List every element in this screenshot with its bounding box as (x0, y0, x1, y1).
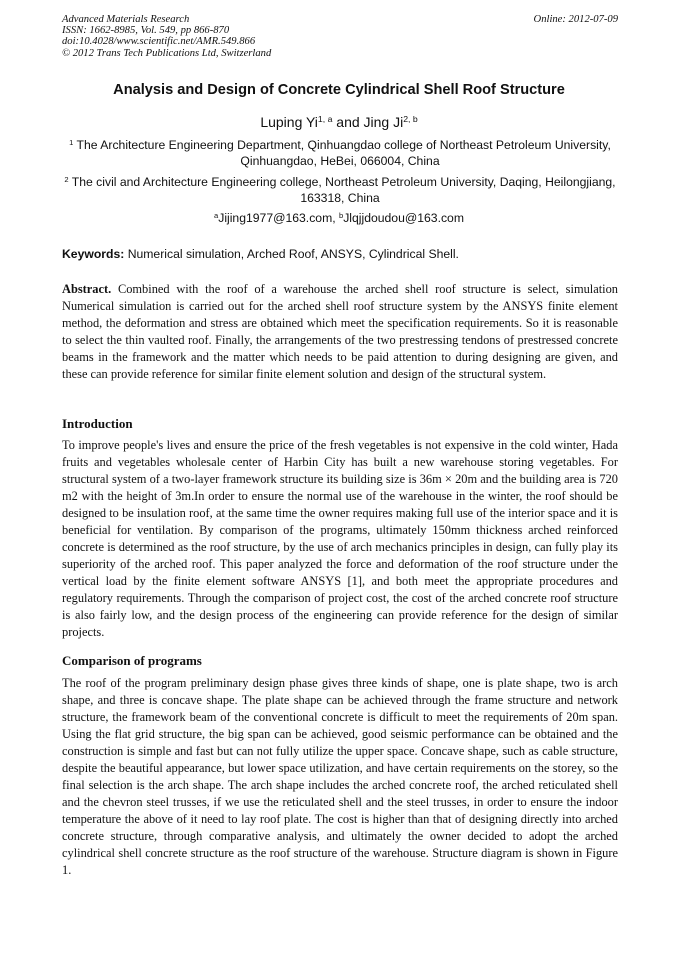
keywords-label: Keywords: (62, 247, 125, 261)
issn: ISSN: 1662-8985, Vol. 549, pp 866-870 (62, 25, 230, 37)
online-date: Online: 2012-07-09 (533, 14, 618, 25)
comparison-heading: Comparison of programs (62, 653, 202, 668)
abstract (62, 281, 618, 383)
author-1: Luping Yi (260, 114, 318, 130)
affiliation-2-num: 2 (64, 174, 69, 184)
comparison-text: The roof of the program preliminary design phase gives three kinds of shape, one is plate shape, two is arch shape, and three is concave shape. The plate shape can be achieved through the frame structure and network structure, the framework beam of the conventional concrete is difficult to meet the requirements of 20m span. Using the flat grid structure, the big span can be achieved, good seismic performance can be obtained and the construction is simple and fast but can not fully utilize the upper space. Concave shape, such as cable structure, despite the beautiful appearance, but lower space utilization, and have certain requirements on the storey, so the final selection is the arch shape. The arch shape includes the arched concrete roof, the arched reticulated shell and the chevron steel trusses, if we use the reticulated shell and the steel trusses, in order to ensure the indoor temperature the above of it need to lay roof plate. The cost is higher than that of designing directly into arched concrete structure, through comparative analysis, and ultimately the owner decided to adopt the arched cylindrical shell concrete structure as the roof structure of the warehouse. Structure diagram is shown in Figure 1. (62, 676, 618, 877)
email-a: Jijing1977@163.com, (218, 211, 339, 225)
journal-header (62, 14, 618, 59)
author-and: and (332, 114, 364, 130)
doi: doi:10.4028/www.scientific.net/AMR.549.866 (62, 36, 256, 48)
keywords-text: Numerical simulation, Arched Roof, ANSYS, Cylindrical Shell. (124, 247, 459, 261)
affiliation-2 (62, 174, 618, 206)
author-2: Jing Ji (363, 114, 404, 130)
author-2-sup: 2, b (403, 114, 418, 125)
affiliation-2-text: The civil and Architecture Engineering college, Northeast Petroleum University, Daqing, Heilongjiang, 163318, China (71, 175, 616, 205)
introduction-heading: Introduction (62, 416, 133, 431)
emails (0, 211, 678, 225)
email-b-sup: b (339, 210, 344, 220)
author-1-sup: 1, a (317, 114, 333, 125)
email-b: Jlqjjdoudou@163.com (343, 211, 464, 225)
abstract-text: Combined with the roof of a warehouse the arched shell roof structure is select, simulation Numerical simulation is carried out for the arched shell roof structure system by the ANSYS finite element method, the deformation and stress are obtained which meet the specification requirements. So it is reasonable to select the thin vaulted roof. Finally, the arrangements of the two prestressing tendons of prestressed concrete beams in the framework and the matter which needs to be paid attention to during designing are given, and these can provide reference for similar finite element solution and design of the structural system. (62, 282, 618, 381)
paper-title: Analysis and Design of Concrete Cylindrical Shell Roof Structure (113, 82, 565, 98)
copyright: © 2012 Trans Tech Publications Ltd, Switzerland (62, 47, 272, 59)
introduction-text: To improve people's lives and ensure the price of the fresh vegetables is not expensive in the cold winter, Hada fruits and vegetables wholesale center of Harbin City has built a new warehouse storing vegetables. For structural system of a two-layer framework structure its building size is 36m × 20m and the building area is 720 m2 with the height of 3m.In order to ensure the normal use of the warehouse in the winter, the roof should be designed to be insulation roof, at the same time the owner requires making full use of the interior space and it is beneficial for ventilation. By comparison of the programs, ultimately 150mm thickness arched reinforced concrete is determined as the roof structure, by the use of arch mechanics principles in design, can fully play its superiority of the arched roof. This paper analyzed the force and deformation of the roof structure under the vertical load by the finite element software ANSYS [1], and both meet the appropriate procedures and regulatory requirements. Through the comparison of project cost, the cost of the arched concrete roof structure is also fairly low, and the design process of the engineering can provide reference for the design of similar projects. (62, 438, 618, 639)
affiliation-1 (62, 137, 618, 169)
journal-name: Advanced Materials Research (62, 14, 190, 25)
affiliation-1-text: The Architecture Engineering Department, Qinhuangdao college of Northeast Petroleum University, Qinhuangdao, HeBei, 066004, China (76, 138, 611, 168)
abstract-label: Abstract. (62, 282, 112, 296)
affiliation-1-num: 1 (69, 137, 74, 147)
authors (0, 114, 678, 130)
keywords (62, 247, 618, 261)
email-a-sup: a (214, 210, 219, 220)
